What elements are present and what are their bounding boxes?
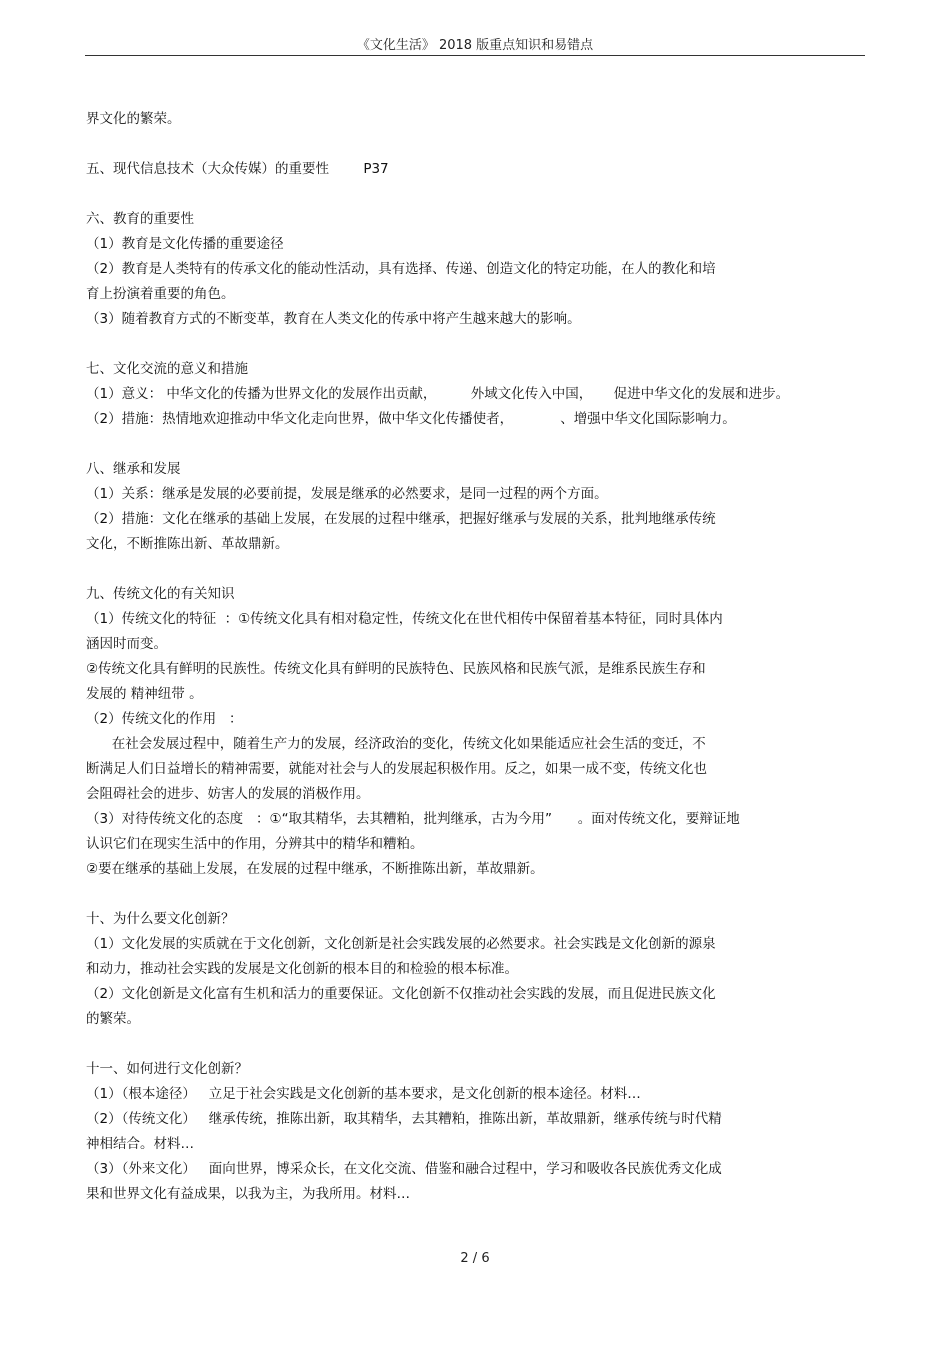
text-line: （1）传统文化的特征 ：①传统文化具有相对稳定性，传统文化在世代相传中保留着基本特征，同时具体内 xyxy=(86,611,723,627)
text-line: 神相结合。材料… xyxy=(86,1136,194,1152)
text-line: （2）传统文化的作用 ： xyxy=(86,711,243,727)
text-line: 十、为什么要文化创新？ xyxy=(86,911,235,927)
page-header-title: 《文化生活》 2018 版重点知识和易错点 xyxy=(356,38,594,53)
text-line: 在社会发展过程中，随着生产力的发展，经济政治的变化，传统文化如果能适应社会生活的变迁，不 xyxy=(86,736,706,752)
text-line: 果和世界文化有益成果，以我为主，为我所用。材料… xyxy=(86,1186,410,1202)
text-line: （3）随着教育方式的不断变革，教育在人类文化的传承中将产生越来越大的影响。 xyxy=(86,311,581,327)
text-line: 七、文化交流的意义和措施 xyxy=(86,361,248,377)
text-line: 文化，不断推陈出新、革故鼎新。 xyxy=(86,536,289,552)
text-line: 五、现代信息技术（大众传媒）的重要性 P37 xyxy=(86,161,389,177)
text-line: （1）意义： 中华文化的传播为世界文化的发展作出贡献， 外域文化传入中国， 促进中华文化的发展和进步。 xyxy=(86,386,790,402)
text-line: （1）教育是文化传播的重要途径 xyxy=(86,236,284,252)
text-line: 和动力，推动社会实践的发展是文化创新的根本目的和检验的根本标准。 xyxy=(86,961,518,977)
text-line: 十一、如何进行文化创新？ xyxy=(86,1061,248,1077)
text-line: 断满足人们日益增长的精神需要，就能对社会与人的发展起积极作用。反之，如果一成不变，传统文化也 xyxy=(86,761,707,777)
text-line: （3）（外来文化） 面向世界，博采众长，在文化交流、借鉴和融合过程中，学习和吸收各民族优秀文化成 xyxy=(86,1161,722,1177)
text-line: （2）措施：热情地欢迎推动中华文化走向世界，做中华文化传播使者， 、增强中华文化国际影响力。 xyxy=(86,411,736,427)
text-line: 界文化的繁荣。 xyxy=(86,111,181,127)
text-line: ②要在继承的基础上发展，在发展的过程中继承，不断推陈出新，革故鼎新。 xyxy=(86,861,544,877)
text-line: （2）（传统文化） 继承传统，推陈出新，取其精华，去其糟粕，推陈出新，革故鼎新，继承传统与时代精 xyxy=(86,1111,722,1127)
text-line: 八、继承和发展 xyxy=(86,461,181,477)
page-number: 2 / 6 xyxy=(460,1251,490,1266)
text-line: 会阻碍社会的进步、妨害人的发展的消极作用。 xyxy=(86,786,370,802)
text-line: （3）对待传统文化的态度 ：①“取其精华，去其糟粕，批判继承，古为今用” 。面对传统文化，要辩证地 xyxy=(86,811,740,827)
text-line: 九、传统文化的有关知识 xyxy=(86,586,235,602)
header-rule xyxy=(85,55,865,56)
text-line: （2）文化创新是文化富有生机和活力的重要保证。文化创新不仅推动社会实践的发展，而且促进民族文化 xyxy=(86,986,716,1002)
text-line: 发展的 精神纽带 。 xyxy=(86,686,203,702)
text-line: （2）教育是人类特有的传承文化的能动性活动，具有选择、传递、创造文化的特定功能，在人的教化和培 xyxy=(86,261,716,277)
text-line: （1）文化发展的实质就在于文化创新，文化创新是社会实践发展的必然要求。社会实践是文化创新的源泉 xyxy=(86,936,716,952)
text-line: （1）（根本途径） 立足于社会实践是文化创新的基本要求，是文化创新的根本途径。材料… xyxy=(86,1086,641,1102)
text-line: 的繁荣。 xyxy=(86,1011,140,1027)
text-line: （1）关系：继承是发展的必要前提，发展是继承的必然要求，是同一过程的两个方面。 xyxy=(86,486,608,502)
text-line: （2）措施：文化在继承的基础上发展，在发展的过程中继承，把握好继承与发展的关系，批判地继承传统 xyxy=(86,511,716,527)
text-line: 认识它们在现实生活中的作用，分辨其中的精华和糟粕。 xyxy=(86,836,424,852)
text-line: 六、教育的重要性 xyxy=(86,211,194,227)
text-line: 育上扮演着重要的角色。 xyxy=(86,286,235,302)
text-line: ②传统文化具有鲜明的民族性。传统文化具有鲜明的民族特色、民族风格和民族气派，是维系民族生存和 xyxy=(86,661,706,677)
text-line: 涵因时而变。 xyxy=(86,636,167,652)
